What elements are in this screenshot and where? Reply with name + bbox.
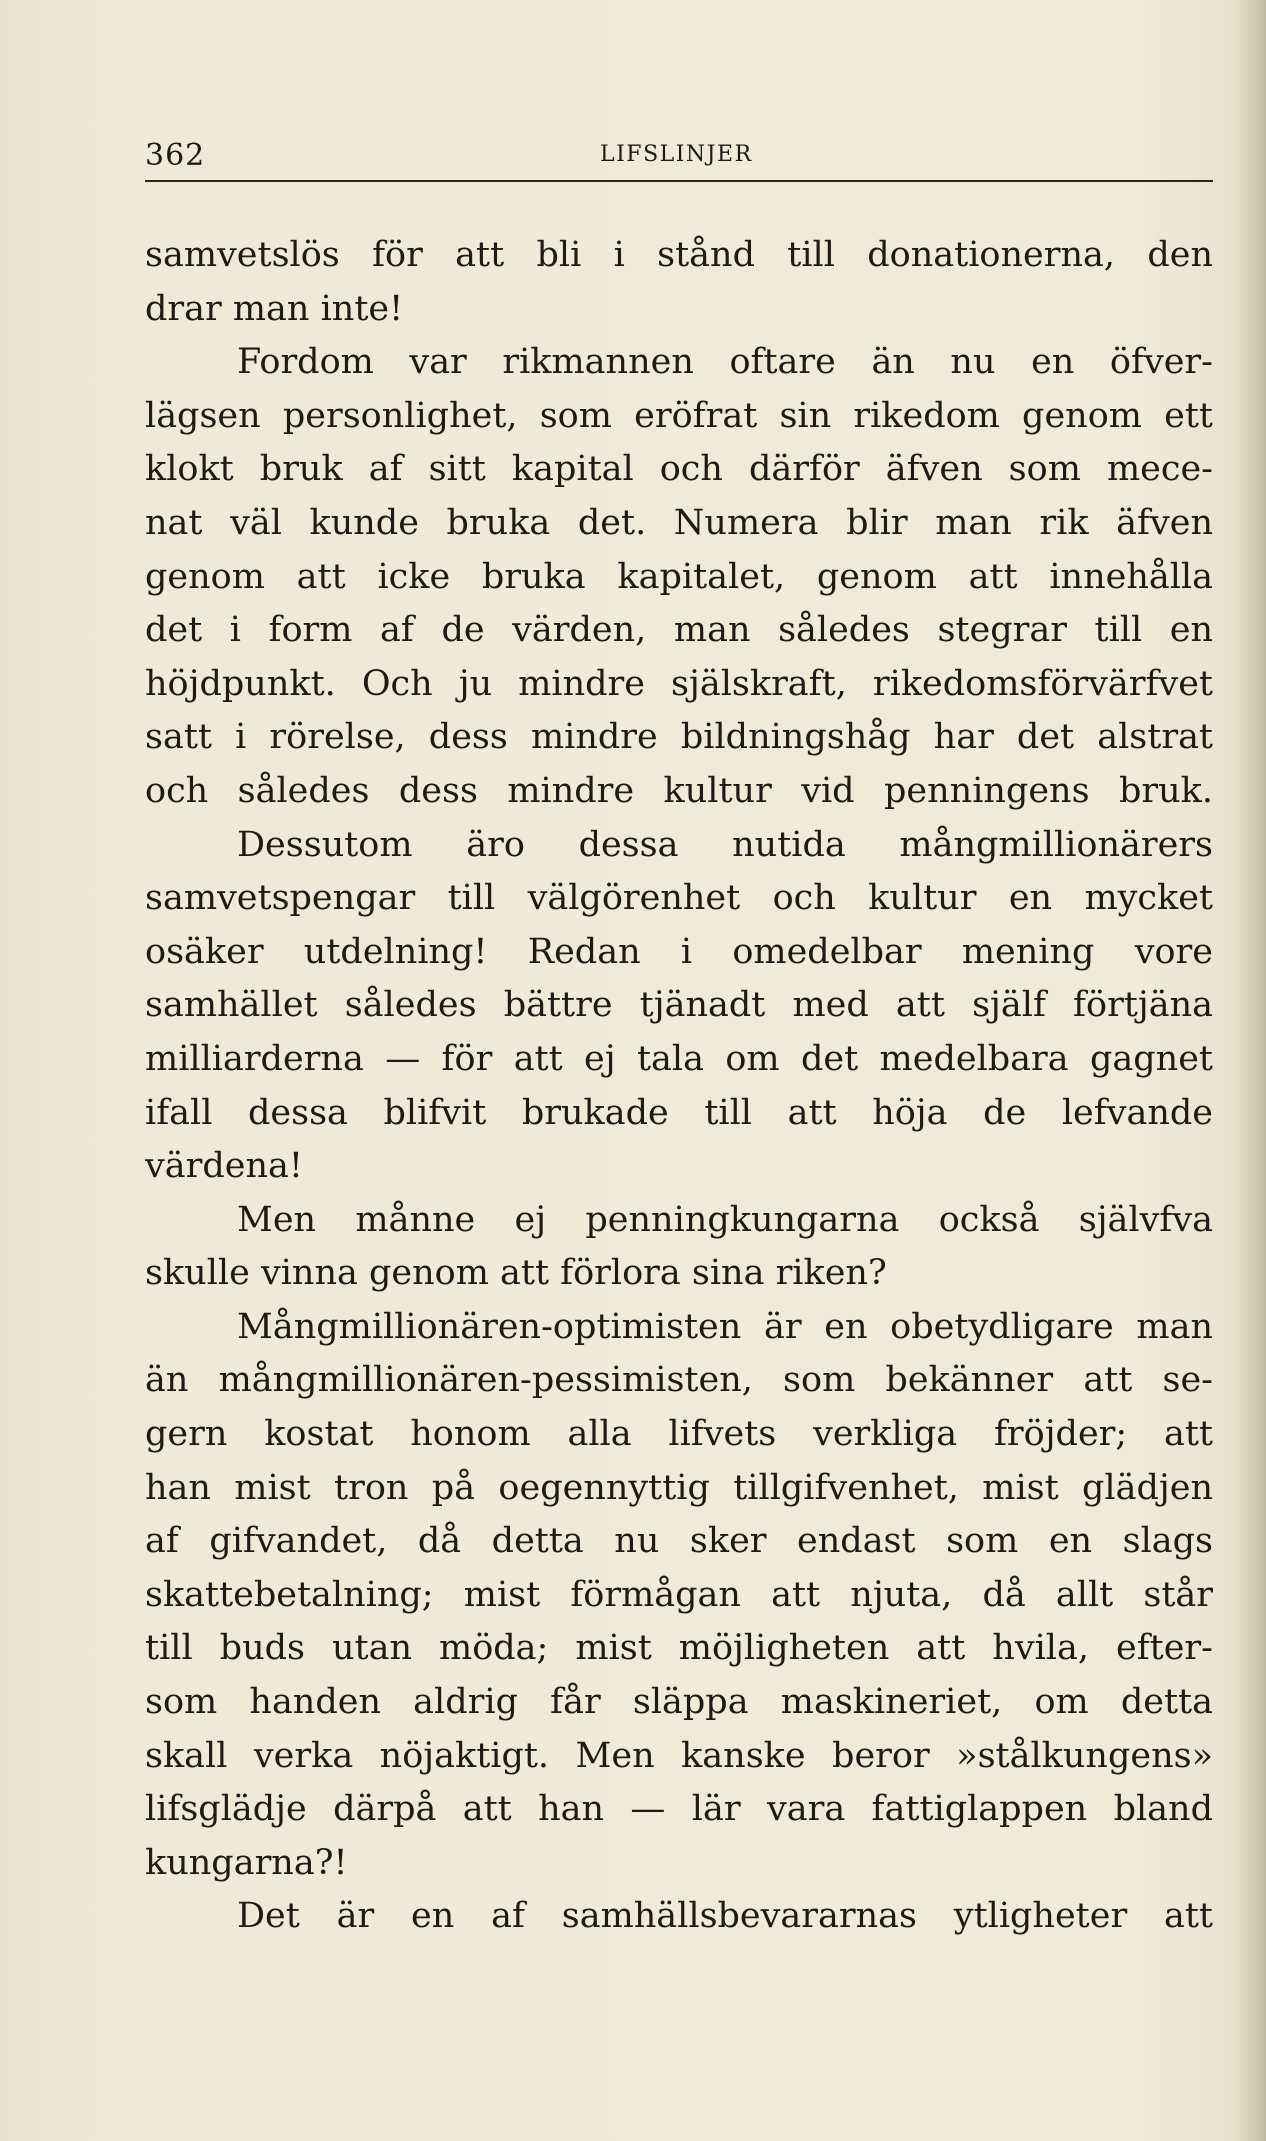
text-line: det i form af de värden, man således stegrar till en bbox=[145, 610, 1213, 651]
text-line: Fordom var rikmannen oftare än nu en öfver- bbox=[237, 342, 1213, 383]
text-line: han mist tron på oegennyttig tillgifvenhet, mist glädjen bbox=[145, 1467, 1213, 1508]
text-line: Dessutom äro dessa nutida mångmillionärers bbox=[237, 824, 1213, 865]
body-text bbox=[145, 229, 1213, 1944]
text-line: än mångmillionären-pessimisten, som bekänner att se- bbox=[145, 1360, 1213, 1401]
text-line: och således dess mindre kultur vid penningens bruk. bbox=[145, 770, 1213, 811]
text-line: skulle vinna genom att förlora sina riken? bbox=[145, 1253, 887, 1294]
text-line: nat väl kunde bruka det. Numera blir man rik äfven bbox=[145, 502, 1213, 543]
header-rule bbox=[145, 180, 1213, 182]
text-line: lifsglädje därpå att han — lär vara fattiglappen bland bbox=[145, 1789, 1213, 1830]
text-line: lägsen personlighet, som eröfrat sin rikedom genom ett bbox=[145, 395, 1213, 436]
text-line: samvetspengar till välgörenhet och kultur en mycket bbox=[145, 878, 1213, 919]
text-line: ifall dessa blifvit brukade till att höja de lefvande bbox=[145, 1092, 1213, 1133]
page-number: 362 bbox=[145, 138, 206, 173]
text-line: af gifvandet, då detta nu sker endast som en slags bbox=[145, 1521, 1213, 1562]
text-line: drar man inte! bbox=[145, 288, 404, 329]
text-line: Men månne ej penningkungarna också självfva bbox=[237, 1199, 1213, 1240]
text-line: skall verka nöjaktigt. Men kanske beror »stålkungens» bbox=[145, 1735, 1213, 1776]
text-line: kungarna?! bbox=[145, 1842, 348, 1883]
text-line: skattebetalning; mist förmågan att njuta, då allt står bbox=[145, 1574, 1213, 1615]
text-line: som handen aldrig får släppa maskineriet, om detta bbox=[145, 1682, 1213, 1723]
text-line: gern kostat honom alla lifvets verkliga fröjder; att bbox=[145, 1414, 1213, 1455]
text-line: klokt bruk af sitt kapital och därför äfven som mece- bbox=[145, 449, 1213, 490]
text-line: höjdpunkt. Och ju mindre själskraft, rikedomsförvärfvet bbox=[145, 663, 1213, 704]
page-header bbox=[145, 130, 1213, 178]
text-line: Det är en af samhällsbevararnas ytligheter att bbox=[237, 1896, 1213, 1937]
text-line: milliarderna — för att ej tala om det medelbara gagnet bbox=[145, 1038, 1213, 1079]
text-line: samvetslös för att bli i stånd till donationerna, den bbox=[145, 235, 1213, 275]
page-edge-shadow bbox=[1232, 0, 1266, 2141]
text-line: till buds utan möda; mist möjligheten att hvila, efter- bbox=[145, 1628, 1213, 1669]
running-title: LIFSLINJER bbox=[600, 142, 753, 167]
text-line: samhället således bättre tjänadt med att själf förtjäna bbox=[145, 985, 1213, 1026]
text-line: Mångmillionären-optimisten är en obetydligare man bbox=[237, 1306, 1213, 1347]
text-line: osäker utdelning! Redan i omedelbar mening vore bbox=[145, 931, 1213, 972]
text-line: satt i rörelse, dess mindre bildningshåg har det alstrat bbox=[145, 717, 1213, 758]
text-line: genom att icke bruka kapitalet, genom att innehålla bbox=[145, 556, 1213, 597]
text-line: värdena! bbox=[145, 1146, 303, 1187]
